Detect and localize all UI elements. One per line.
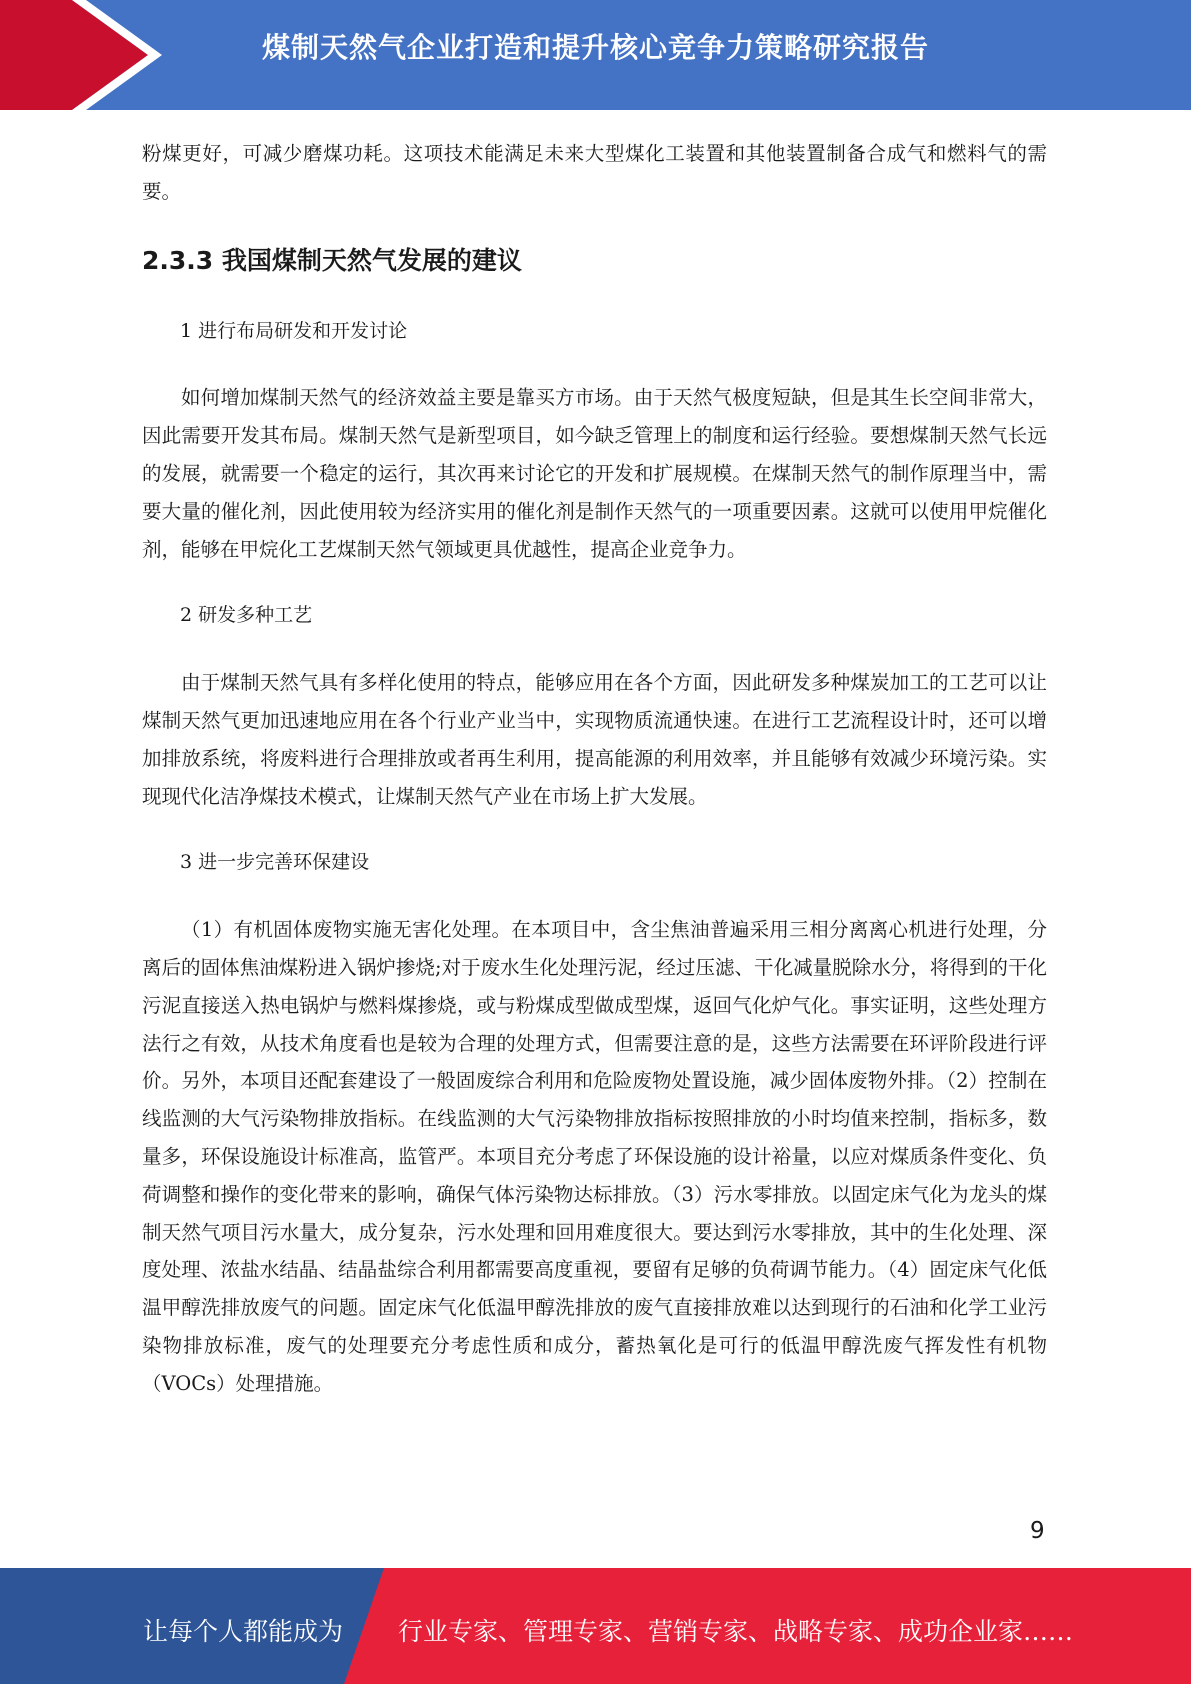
section-title: 2.3.3 我国煤制天然气发展的建议 <box>142 245 522 275</box>
subsection-heading-3: 3 进一步完善环保建设 <box>180 851 370 874</box>
page-footer <box>0 1568 1191 1684</box>
footer-slogan-right: 行业专家、管理专家、营销专家、战略专家、成功企业家…… <box>398 1617 1074 1646</box>
footer-slogan-left: 让每个人都能成为 <box>143 1617 344 1646</box>
page-number: 9 <box>1030 1518 1045 1544</box>
subsection-paragraph-2: 由于煤制天然气具有多样化使用的特点，能够应用在各个方面，因此研发多种煤炭加工的工艺可以让煤制天然气更加迅速地应用在各个行业产业当中，实现物质流通快速。在进行工艺流程设计时，还可以增加排放系统，将废料进行合理排放或者再生利用，提高能源的利用效率，并且能够有效减少环境污染。实现现代化洁净煤技术模式，让煤制天然气产业在市场上扩大发展。 <box>142 671 1047 808</box>
intro-paragraph: 粉煤更好，可减少磨煤功耗。这项技术能满足未来大型煤化工装置和其他装置制备合成气和燃料气的需要。 <box>142 142 1047 203</box>
subsection-paragraph-1: 如何增加煤制天然气的经济效益主要是靠买方市场。由于天然气极度短缺，但是其生长空间非常大，因此需要开发其布局。煤制天然气是新型项目，如今缺乏管理上的制度和运行经验。要想煤制天然气长远的发展，就需要一个稳定的运行，其次再来讨论它的开发和扩展规模。在煤制天然气的制作原理当中，需要大量的催化剂，因此使用较为经济实用的催化剂是制作天然气的一项重要因素。这就可以使用甲烷催化剂，能够在甲烷化工艺煤制天然气领域更具优越性，提高企业竞争力。 <box>142 386 1047 561</box>
document-body <box>142 135 1047 1403</box>
header-title: 煤制天然气企业打造和提升核心竞争力策略研究报告 <box>262 31 930 64</box>
page-header <box>0 0 1191 110</box>
subsection-heading-1: 1 进行布局研发和开发讨论 <box>180 319 408 342</box>
subsection-heading-2: 2 研发多种工艺 <box>180 604 313 627</box>
subsection-paragraph-3: （1）有机固体废物实施无害化处理。在本项目中，含尘焦油普遍采用三相分离离心机进行处理，分离后的固体焦油煤粉进入锅炉掺烧;对于废水生化处理污泥，经过压滤、干化减量脱除水分，将得到的干化污泥直接送入热电锅炉与燃料煤掺烧，或与粉煤成型做成型煤，返回气化炉气化。事实证明，这些处理方法行之有效，从技术角度看也是较为合理的处理方式，但需要注意的是，这些方法需要在环评阶段进行评价。另外，本项目还配套建设了一般固废综合利用和危险废物处置设施，减少固体废物外排。（2）控制在线监测的大气污染物排放指标。在线监测的大气污染物排放指标按照排放的小时均值来控制，指标多，数量多，环保设施设计标准高，监管严。本项目充分考虑了环保设施的设计裕量，以应对煤质条件变化、负荷调整和操作的变化带来的影响，确保气体污染物达标排放。（3）污水零排放。以固定床气化为龙头的煤制天然气项目污水量大，成分复杂，污水处理和回用难度很大。要达到污水零排放，其中的生化处理、深度处理、浓盐水结晶、结晶盐综合利用都需要高度重视，要留有足够的负荷调节能力。（4）固定床气化低温甲醇洗排放废气的问题。固定床气化低温甲醇洗排放的废气直接排放难以达到现行的石油和化学工业污染物排放标准，废气的处理要充分考虑性质和成分，蓄热氧化是可行的低温甲醇洗废气挥发性有机物（VOCs）处理措施。 <box>142 918 1047 1395</box>
